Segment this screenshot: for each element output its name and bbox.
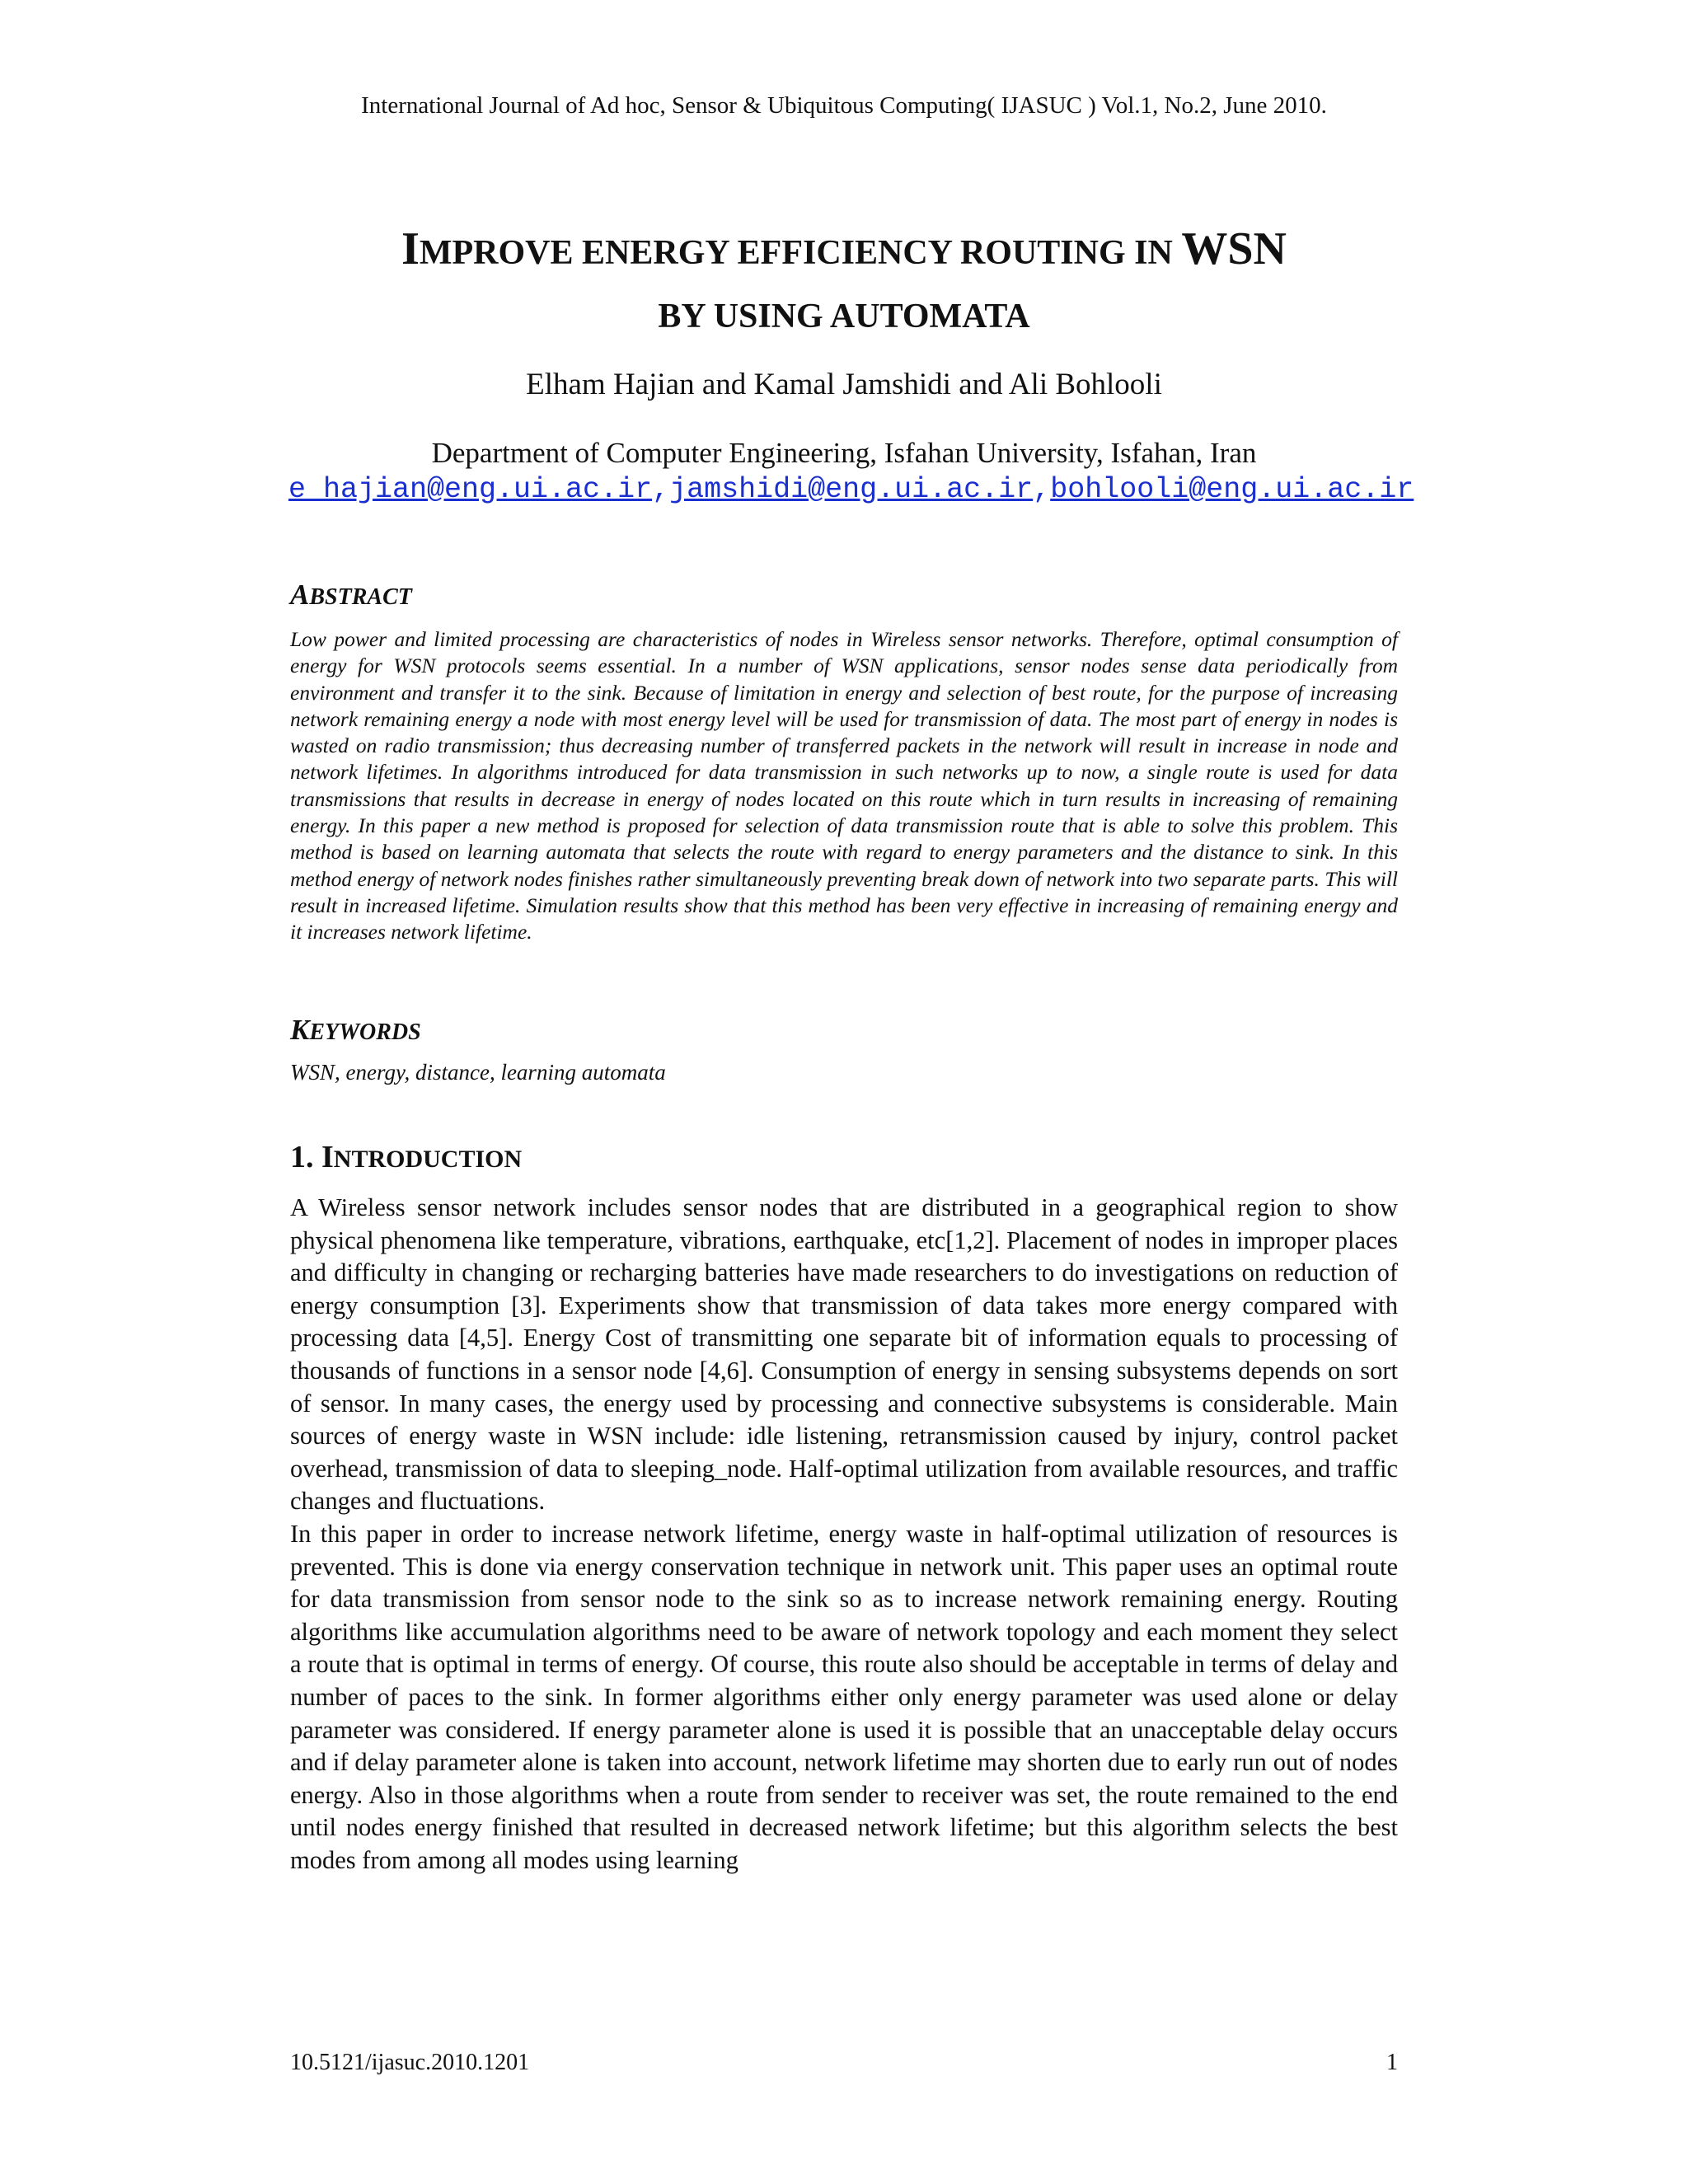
- abstract-heading: ABSTRACT: [290, 579, 412, 611]
- email-link-jamshidi[interactable]: jamshidi@eng.ui.ac.ir: [669, 473, 1034, 506]
- running-header: International Journal of Ad hoc, Sensor & Ubiquitous Computing( IJASUC ) Vol.1, No.2, June 2010.: [361, 92, 1327, 119]
- introduction-body: [290, 1192, 1398, 1877]
- page-number: 1: [1386, 2050, 1398, 2075]
- introduction-heading: 1. INTRODUCTION: [290, 1140, 523, 1174]
- title-wsn: WSN: [1181, 223, 1287, 274]
- footer-doi: 10.5121/ijasuc.2010.1201: [290, 2050, 530, 2075]
- author-emails: [288, 471, 1414, 508]
- author-list: Elham Hajian and Kamal Jamshidi and Ali Bohlooli: [526, 368, 1162, 401]
- keywords-heading: KEYWORDS: [290, 1014, 421, 1046]
- email-link-hajian[interactable]: e_hajian@eng.ui.ac.ir: [288, 473, 653, 506]
- title-initial: I: [401, 223, 420, 274]
- paper-title: [247, 221, 1441, 344]
- email-link-bohlooli[interactable]: bohlooli@eng.ui.ac.ir: [1050, 473, 1414, 506]
- title-text: MPROVE ENERGY EFFICIENCY ROUTING IN: [419, 234, 1182, 272]
- abstract-body: Low power and limited processing are characteristics of nodes in Wireless sensor networks. Therefore, optimal consumption of energy for WSN protocols seems essential. In a number of WSN applications, sensor nodes sense data periodically from environment and transfer it to the sink. Because of limitation in energy and selection of best route, for the purpose of increasing network remaining energy a node with most energy level will be used for transmission of data. The most part of energy in nodes is wasted on radio transmission; thus decreasing number of transferred packets in the network will result in increase in node and network lifetimes. In algorithms introduced for data transmission in such networks up to now, a single route is used for data transmissions that results in decrease in energy of nodes located on this route which in turn results in increasing of remaining energy. In this paper a new method is proposed for selection of data transmission route that is able to solve this problem. This method is based on learning automata that selects the route with regard to energy parameters and the distance to sink. In this method energy of network nodes finishes rather simultaneously preventing break down of network into two separate parts. This will result in increased lifetime. Simulation results show that this method has been very effective in increasing of remaining energy and it increases network lifetime.: [290, 627, 1398, 944]
- introduction-paragraph-2: In this paper in order to increase network lifetime, energy waste in half-optimal utilization of resources is prevented. This is done via energy conservation technique in network unit. This paper uses an optimal route for data transmission from sensor node to the sink so as to increase network remaining energy. Routing algorithms like accumulation algorithms need to be aware of network topology and each moment they select a route that is optimal in terms of energy. Of course, this route also should be acceptable in terms of delay and number of paces to the sink. In former algorithms either only energy parameter was used alone or delay parameter was considered. If energy parameter alone is used it is possible that an unacceptable delay occurs and if delay parameter alone is taken into account, network lifetime may shorten due to early run out of nodes energy. Also in those algorithms when a route from sender to receiver was set, the route remained to the end until nodes energy finished that resulted in decreased network lifetime; but this algorithm selects the best modes from among all modes using learning: [290, 1519, 1398, 1874]
- keywords-body: WSN, energy, distance, learning automata: [290, 1060, 666, 1085]
- email-separator: ,: [652, 473, 670, 506]
- introduction-paragraph-1: A Wireless sensor network includes sensor nodes that are distributed in a geographical region to show physical phenomena like temperature, vibrations, earthquake, etc[1,2]. Placement of nodes in improper places and difficulty in changing or recharging batteries have made researchers to do investigations on reduction of energy consumption [3]. Experiments show that transmission of data takes more energy compared with processing data [4,5]. Energy Cost of transmitting one separate bit of information equals to processing of thousands of functions in a sensor node [4,6]. Consumption of energy in sensing subsystems depends on sort of sensor. In many cases, the energy used by processing and connective subsystems is considerable. Main sources of energy waste in WSN include: idle listening, retransmission caused by injury, control packet overhead, transmission of data to sleeping_node. Half-optimal utilization from available resources, and traffic changes and fluctuations.: [290, 1193, 1398, 1516]
- affiliation: Department of Computer Engineering, Isfahan University, Isfahan, Iran: [431, 437, 1257, 469]
- title-line-1: [247, 221, 1441, 288]
- title-line-2: BY USING AUTOMATA: [658, 298, 1030, 335]
- email-separator: ,: [1033, 473, 1051, 506]
